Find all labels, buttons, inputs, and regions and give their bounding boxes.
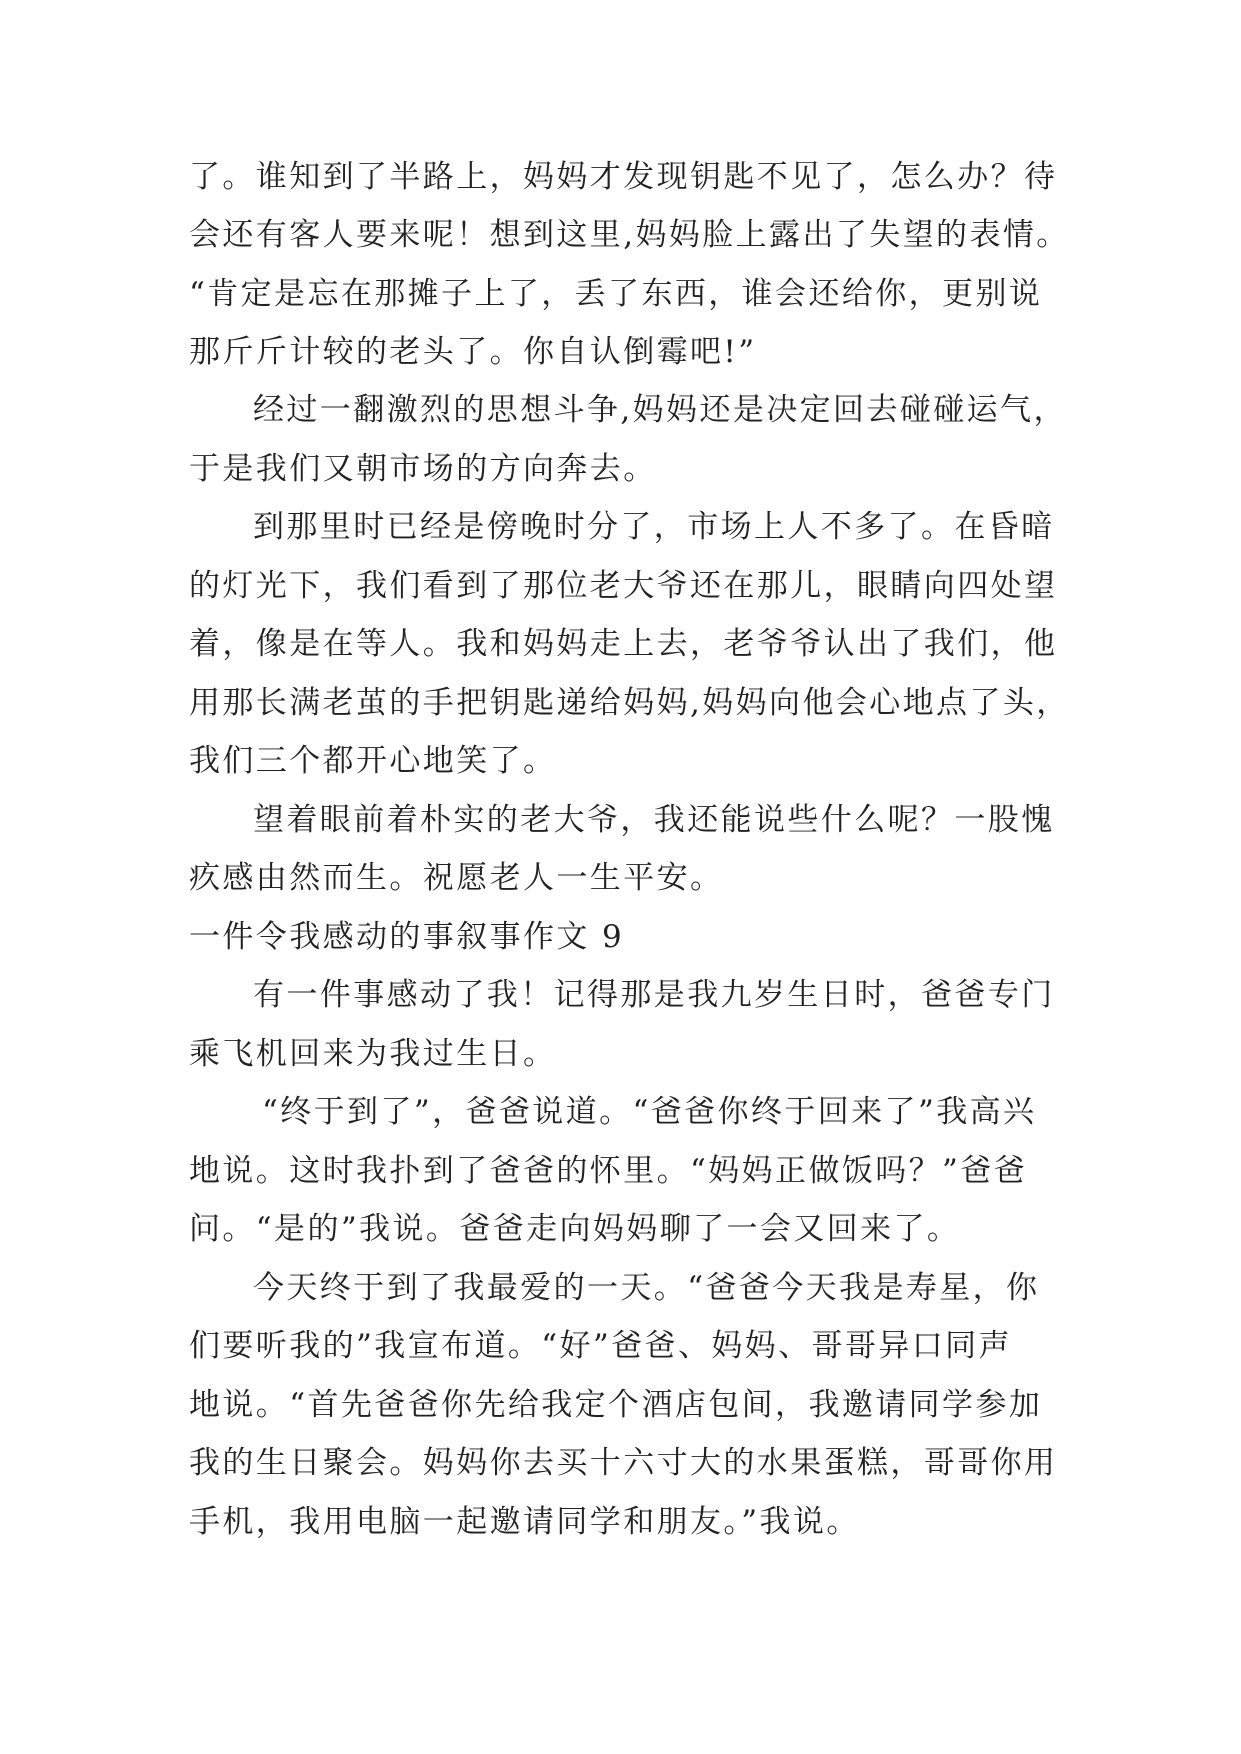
text-line: 着，像是在等人。我和妈妈走上去，老爷爷认出了我们，他: [189, 626, 1058, 662]
paragraph-start-line: 有一件事感动了我！记得那是我九岁生日时，爸爸专门: [253, 977, 1055, 1013]
paragraph-start-line: 到那里时已经是傍晚时分了，市场上人不多了。在昏暗: [253, 509, 1055, 545]
text-line: 于是我们又朝市场的方向奔去。: [189, 451, 657, 487]
paragraph-start-line: 今天终于到了我最爱的一天。“爸爸今天我是寿星，你: [253, 1270, 1040, 1306]
text-line: 用那长满老茧的手把钥匙递给妈妈,妈妈向他会心地点了头，: [189, 685, 1070, 721]
text-line: 我的生日聚会。妈妈你去买十六寸大的水果蛋糕，哥哥你用: [189, 1445, 1058, 1481]
text-line: 问。“是的”我说。爸爸走向妈妈聊了一会又回来了。: [189, 1211, 961, 1247]
text-line: 了。谁知到了半路上，妈妈才发现钥匙不见了，怎么办？待: [189, 159, 1058, 195]
text-line: 疚感由然而生。祝愿老人一生平安。: [189, 860, 724, 896]
text-line: 的灯光下，我们看到了那位老大爷还在那儿，眼睛向四处望: [189, 568, 1058, 604]
text-line: 乘飞机回来为我过生日。: [189, 1036, 557, 1072]
text-line: 地说。这时我扑到了爸爸的怀里。“妈妈正做饭吗？”爸爸: [189, 1153, 1028, 1189]
section-heading: 一件令我感动的事叙事作文 9: [189, 919, 625, 955]
paragraph-start-line: 望着眼前着朴实的老大爷，我还能说些什么呢？一股愧: [253, 802, 1055, 838]
text-line: “肯定是忘在那摊子上了，丢了东西，谁会还给你，更别说: [189, 276, 1043, 312]
paragraph-start-line: 经过一翻激烈的思想斗争,妈妈还是决定回去碰碰运气，: [253, 392, 1067, 428]
paragraph-start-line: “终于到了”，爸爸说道。“爸爸你终于回来了”我高兴: [262, 1094, 1037, 1130]
text-line: 手机，我用电脑一起邀请同学和朋友。”我说。: [189, 1504, 860, 1540]
text-line: 我们三个都开心地笑了。: [189, 743, 557, 779]
text-line: 那斤斤计较的老头了。你自认倒霉吧!”: [189, 334, 757, 370]
text-line: 们要听我的”我宣布道。“好”爸爸、妈妈、哥哥异口同声: [189, 1328, 1012, 1364]
text-line: 地说。“首先爸爸你先给我定个酒店包间，我邀请同学参加: [189, 1387, 1043, 1423]
text-line: 会还有客人要来呢！想到这里,妈妈脸上露出了失望的表情。: [189, 217, 1070, 253]
